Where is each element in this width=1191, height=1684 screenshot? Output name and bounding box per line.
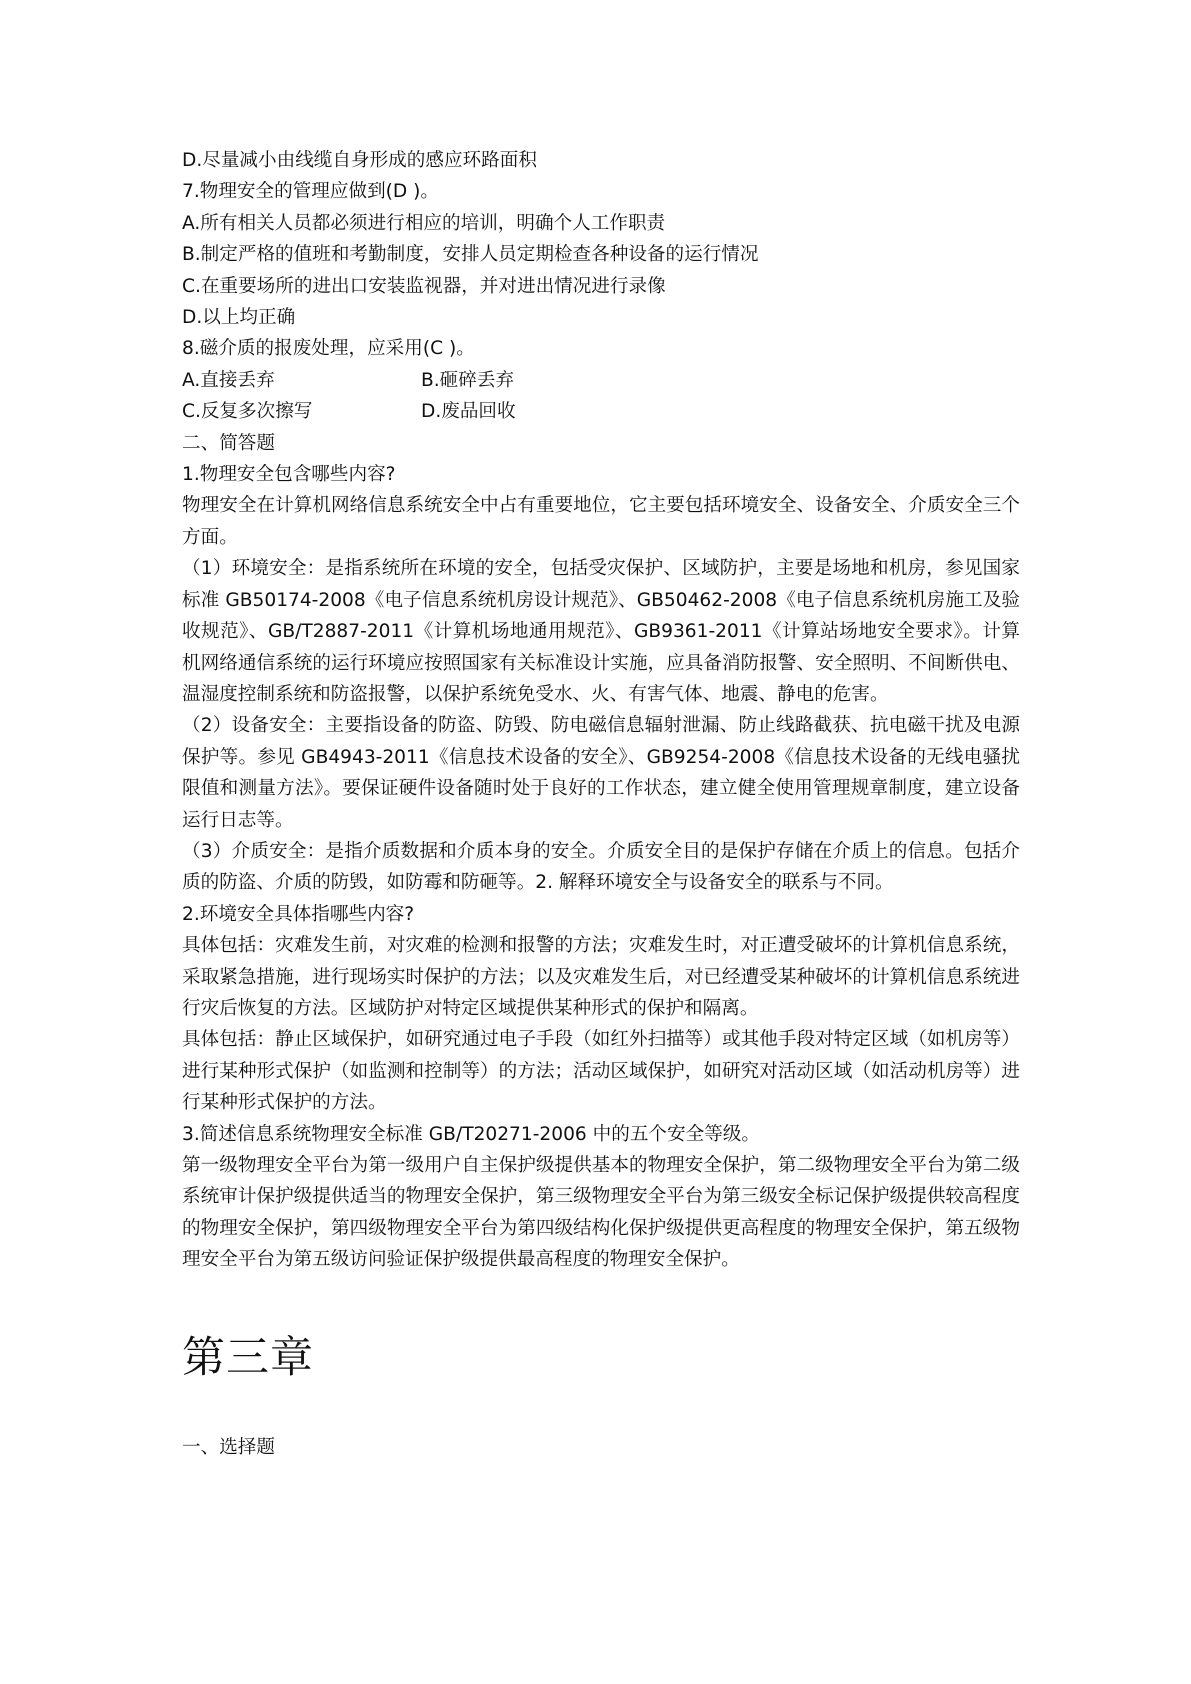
question-8-option-d: D.废品回收: [421, 401, 516, 423]
chapter-title: 第三章: [182, 1332, 314, 1383]
short-answer-question-3: 3.简述信息系统物理安全标准 GB/T20271-2006 中的五个安全等级。: [182, 1123, 760, 1145]
short-answer-question-2: 2.环境安全具体指哪些内容?: [182, 903, 415, 925]
short-answer-question-1: 1.物理安全包含哪些内容?: [182, 464, 396, 486]
question-7-option-a: A.所有相关人员都必须进行相应的培训，明确个人工作职责: [182, 212, 666, 234]
question-8-options-row-2: [182, 396, 1020, 427]
answer-1-device-safety: （2）设备安全：主要指设备的防盗、防毁、防电磁信息辐射泄漏、防止线路截获、抗电磁干扰及电源保护等。参见 GB4943-2011《信息技术设备的安全》、GB9254-2008《信息技术设备的无线电骚扰限值和测量方法》。要保证硬件设备随时处于良好的工作状态，建立健全使用管理规章制度，建立设备运行日志等。: [182, 715, 1020, 831]
section-heading-multiple-choice: 一、选择题: [182, 1436, 275, 1458]
document-page: [182, 145, 1020, 1463]
question-6-option-d: D.尽量减小由线缆自身形成的感应环路面积: [182, 150, 537, 171]
question-7-option-d: D.以上均正确: [182, 307, 296, 329]
question-8-options-row-1: [182, 365, 1020, 396]
section-heading-short-answer: 二、简答题: [182, 432, 275, 454]
question-8-option-c: C.反复多次擦写: [182, 401, 313, 423]
answer-2-part-1: 具体包括：灾难发生前，对灾难的检测和报警的方法；灾难发生时，对正遭受破坏的计算机信息系统，采取紧急措施，进行现场实时保护的方法；以及灾难发生后，对已经遭受某种破坏的计算机信息系统进行灾后恢复的方法。区域防护对特定区域提供某种形式的保护和隔离。: [182, 935, 1020, 1019]
question-8-option-b: B.砸碎丢弃: [421, 369, 515, 391]
answer-1-media-safety: （3）介质安全：是指介质数据和介质本身的安全。介质安全目的是保护存储在介质上的信息。包括介质的防盗、介质的防毁，如防霉和防砸等。2. 解释环境安全与设备安全的联系与不同。: [182, 840, 1020, 894]
answer-1-environment-safety: （1）环境安全：是指系统所在环境的安全，包括受灾保护、区域防护，主要是场地和机房，参见国家标准 GB50174-2008《电子信息系统机房设计规范》、GB50462-2008《电子信息系统机房施工及验收规范》、GB/T2887-2011《计算机场地通用规范》、GB9361-2011《计算站场地安全要求》。计算机网络通信系统的运行环境应按照国家有关标准设计实施，应具备消防报警、安全照明、不间断供电、温湿度控制系统和防盗报警，以保护系统免受水、火、有害气体、地震、静电的危害。: [182, 558, 1020, 705]
question-7-option-c: C.在重要场所的进出口安装监视器，并对进出情况进行录像: [182, 275, 666, 297]
question-7: 7.物理安全的管理应做到(D )。: [182, 181, 440, 203]
answer-3: 第一级物理安全平台为第一级用户自主保护级提供基本的物理安全保护，第二级物理安全平台为第二级系统审计保护级提供适当的物理安全保护，第三级物理安全平台为第三级安全标记保护级提供较高程度的物理安全保护，第四级物理安全平台为第四级结构化保护级提供更高程度的物理安全保护，第五级物理安全平台为第五级访问验证保护级提供最高程度的物理安全保护。: [182, 1155, 1020, 1271]
question-8: 8.磁介质的报废处理，应采用(C )。: [182, 338, 475, 360]
answer-2-part-2: 具体包括：静止区域保护，如研究通过电子手段（如红外扫描等）或其他手段对特定区域（如机房等）进行某种形式保护（如监测和控制等）的方法；活动区域保护，如研究对活动区域（如活动机房等）进行某种形式保护的方法。: [182, 1029, 1020, 1114]
question-8-option-a: A.直接丢弃: [182, 369, 275, 391]
question-7-option-b: B.制定严格的值班和考勤制度，安排人员定期检查各种设备的运行情况: [182, 244, 759, 266]
answer-1-intro: 物理安全在计算机网络信息系统安全中占有重要地位，它主要包括环境安全、设备安全、介质安全三个方面。: [182, 495, 1020, 548]
